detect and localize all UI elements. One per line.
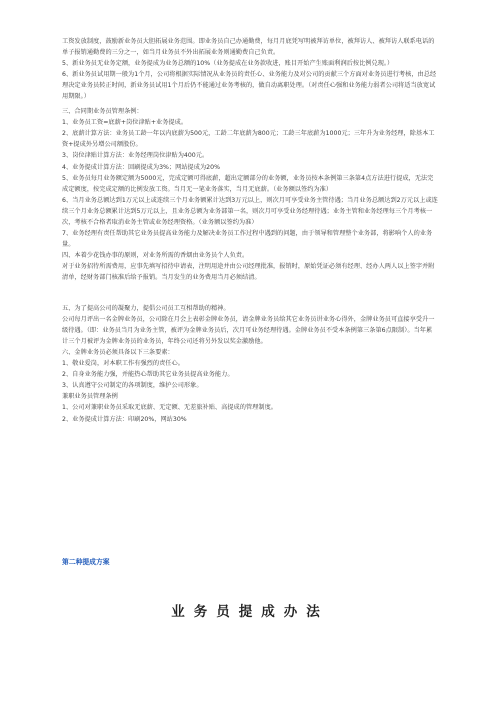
paragraph-quota: 5、业务员每月业务额定额为5000元，完成定额可得底薪，超出定额部分的业务额，业务员按本条例第三条第4点方法进行提成，无法完成定额度，按完成定额的比例发放工资。当月无一笔业务落实，当月无底薪。（业务额以签约为准）	[62, 174, 434, 193]
paragraph-gold-medal: 公司每月评出一名金牌业务员，公司除在月会上表彰金牌业务员，请金牌业务员给其它业务员讲业务心得外，金牌业务员可直接享受升一级待遇。（即：业务员当月为业务主管，被评为金牌业务员后，次月可业务经理待遇。金牌业务员不受本条例第三条第6点限制）。当年累计三个月被评为金牌业务员的业务员，年终公司还将另外发以奖金激励他。	[62, 316, 435, 346]
paragraph-commission: 4、业务提成计算方法：回刷提成为3%；网站提成为20%	[62, 163, 220, 171]
paragraph-salary-formula: 1、业务员工资=底薪+岗位津贴+业务提成。	[62, 119, 188, 127]
paragraph-item-5-new: 5、新业务员无业务定额，业务提成为业务总额的10%（业务提成在业务款收进，账目开始产生账面利润后按比例兑现。）	[62, 60, 394, 68]
document-title: 业务员提成办法	[171, 604, 329, 620]
paragraph-wage-payment: 工资发放制度，鼓励新业务员大胆拓展业务范围。即业务员自己办通勤费，每月月底凭写明被拜访单位，被拜访人、被拜访人联系电话的单子报销通勤费的三分之一，如当月业务员不外出拓展业务则通勤费自己负责。	[62, 38, 435, 57]
paragraph-promotion: 6、当月业务总额达到1万元以上或连续三个月业务额累计达到3万元以上，则次月可享受业务主管待遇；当月业务总额达到2万元以上或连续三个月业务总额累计达到5万元以上，且业务总额为业务部第一名，则次月可享受业务经理待遇；业务主管和业务经理每三个月考核一次，考核不合格者取消业务主管或业务经理资格。（业务额以签约为准）	[62, 196, 438, 226]
section-5-heading: 五、为了提高公司的凝聚力，提倡公司员工互相帮助的精神。	[62, 305, 230, 313]
section-heading-scheme-2: 第二种提成方案	[62, 558, 110, 566]
paragraph-base-salary: 2、底薪计算方法：业务员工龄一年以内底薪为500元，工龄二年底薪为800元；工龄三年底薪为1000元；三年升为业务经理，除基本工资+提成外另增公司额股份。	[62, 130, 435, 149]
section-4-heading: 四、本着少花钱办事的原则，对业务所需的香烟由业务员个人负责。	[62, 251, 249, 259]
paragraph-manager-duty: 7、业务经理有责任帮助其它业务员提高业务能力及解决业务员工作过程中遇到的问题，由于领导和管理整个业务部，将影响个人的业务量。	[62, 229, 433, 248]
paragraph-criteria-3: 3、认真遵守公司制定的各项制度，维护公司形象。	[62, 382, 203, 390]
paragraph-parttime-2: 2、业务提成计算方法：印刷20%，网站30%	[62, 415, 187, 423]
paragraph-criteria-1: 1、敬业爱岗，对本职工作有强烈的责任心。	[62, 360, 184, 368]
parttime-heading: 兼职业务员管理条例	[62, 393, 118, 401]
paragraph-item-6-probation: 6、新业务员试用期一般为1个月，公司将根据实际情况从业务员的责任心、业务能力及对公司的贡献三个方面对业务员进行考核，由总经理决定业务员转正时间，新业务员试用1个月后仍不能通过业务考核的，做自动离职处理。（对责任心强和业务能力弱者公司将适当放宽试用期限。）	[62, 71, 437, 101]
document-body	[62, 36, 438, 425]
section-6-heading: 六、金牌业务员必须具备以下三条要素：	[62, 349, 174, 357]
paragraph-parttime-1: 1、公司对兼职业务员采取无底薪、无定额、无差旅补贴、高提成的管理制度。	[62, 404, 278, 412]
paragraph-allowance: 3、岗位津贴计算方法：业务经理岗位津贴为400元。	[62, 152, 209, 160]
paragraph-criteria-2: 2、自身业务能力强，并能热心帮助其它业务员提高业务能力。	[62, 371, 234, 379]
section-3-heading: 三、合同期业务员管理条例：	[62, 108, 143, 116]
paragraph-entertainment: 对于业务招待所需费用，应事先填写招待申请表，注明用途并由公司经理批准，报销时，原始凭证必须有经理、经办人两人以上签字并附清单，经财务部门核准后给予报销。当月发生的业务费用当月必须结清。	[62, 262, 435, 281]
